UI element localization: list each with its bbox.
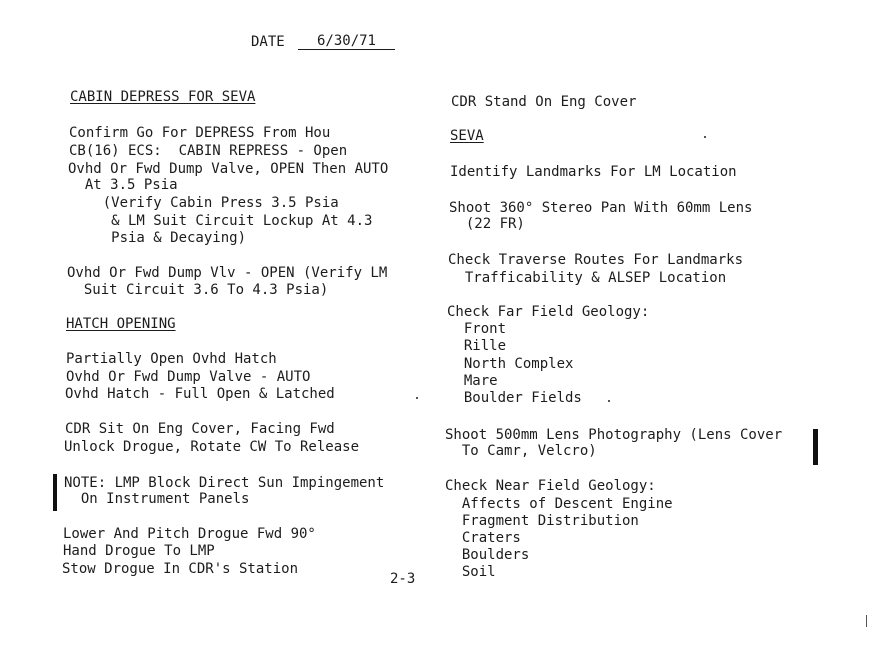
dump-vlv-line: Suit Circuit 3.6 To 4.3 Psia) [67, 282, 329, 298]
note-line: NOTE: LMP Block Direct Sun Impingement [64, 475, 385, 491]
date-value: 6/30/71 [298, 33, 395, 50]
cabin-depress-line: CB(16) ECS: CABIN REPRESS - Open [69, 143, 348, 159]
far-field-line: Front [447, 321, 507, 337]
scan-speck [608, 400, 610, 402]
near-field-line: Fragment Distribution [445, 513, 639, 529]
scan-speck [866, 615, 867, 627]
shoot-pan-line: (22 FR) [449, 216, 525, 232]
far-field-line: Mare [447, 373, 498, 389]
near-field-line: Affects of Descent Engine [445, 496, 673, 512]
shoot-500-line: To Camr, Velcro) [445, 443, 597, 459]
shoot-500-line: Shoot 500mm Lens Photography (Lens Cover [445, 427, 783, 443]
dump-vlv-line: Ovhd Or Fwd Dump Vlv - OPEN (Verify LM [67, 265, 388, 281]
near-field-line: Boulders [445, 547, 530, 563]
cabin-depress-line: Psia & Decaying) [69, 230, 247, 246]
scan-speck [704, 136, 706, 138]
shoot-pan-line: Shoot 360° Stereo Pan With 60mm Lens [449, 200, 753, 216]
change-bar-left [53, 474, 57, 511]
near-field-line: Soil [445, 564, 496, 580]
drogue-line: Hand Drogue To LMP [63, 543, 215, 559]
cabin-depress-line: At 3.5 Psia [68, 177, 178, 193]
near-field-line: Craters [445, 530, 521, 546]
near-field-line: Check Near Field Geology: [445, 478, 656, 494]
change-bar-right [813, 429, 818, 465]
cabin-depress-line: (Verify Cabin Press 3.5 Psia [69, 195, 339, 211]
drogue-line: Stow Drogue In CDR's Station [62, 561, 299, 577]
date-label: DATE [251, 34, 285, 50]
cabin-depress-line: Ovhd Or Fwd Dump Valve, OPEN Then AUTO [68, 161, 389, 177]
hatch-line: Ovhd Hatch - Full Open & Latched [65, 386, 335, 402]
cabin-depress-line: Confirm Go For DEPRESS From Hou [69, 125, 331, 141]
traverse-line: Trafficability & ALSEP Location [448, 270, 727, 286]
seva-title: SEVA [450, 128, 484, 144]
page-number: 2-3 [390, 571, 416, 587]
hatch-line: Partially Open Ovhd Hatch [66, 351, 277, 367]
drogue-line: Lower And Pitch Drogue Fwd 90° [63, 526, 316, 542]
cabin-depress-line: & LM Suit Circuit Lockup At 4.3 [69, 213, 373, 229]
far-field-line: Boulder Fields [447, 390, 582, 406]
traverse-line: Check Traverse Routes For Landmarks [448, 252, 744, 268]
identify-line: Identify Landmarks For LM Location [450, 164, 737, 180]
scan-speck [416, 397, 418, 399]
hatch-line: Ovhd Or Fwd Dump Valve - AUTO [66, 369, 311, 385]
cdr-line: Unlock Drogue, Rotate CW To Release [64, 439, 360, 455]
hatch-opening-title: HATCH OPENING [66, 316, 176, 332]
far-field-line: Rille [447, 338, 507, 354]
note-line: On Instrument Panels [64, 491, 250, 507]
cabin-depress-title: CABIN DEPRESS FOR SEVA [70, 89, 256, 105]
cdr-stand-line: CDR Stand On Eng Cover [451, 94, 637, 110]
cdr-line: CDR Sit On Eng Cover, Facing Fwd [65, 421, 335, 437]
far-field-line: Check Far Field Geology: [447, 304, 650, 320]
far-field-line: North Complex [447, 356, 574, 372]
